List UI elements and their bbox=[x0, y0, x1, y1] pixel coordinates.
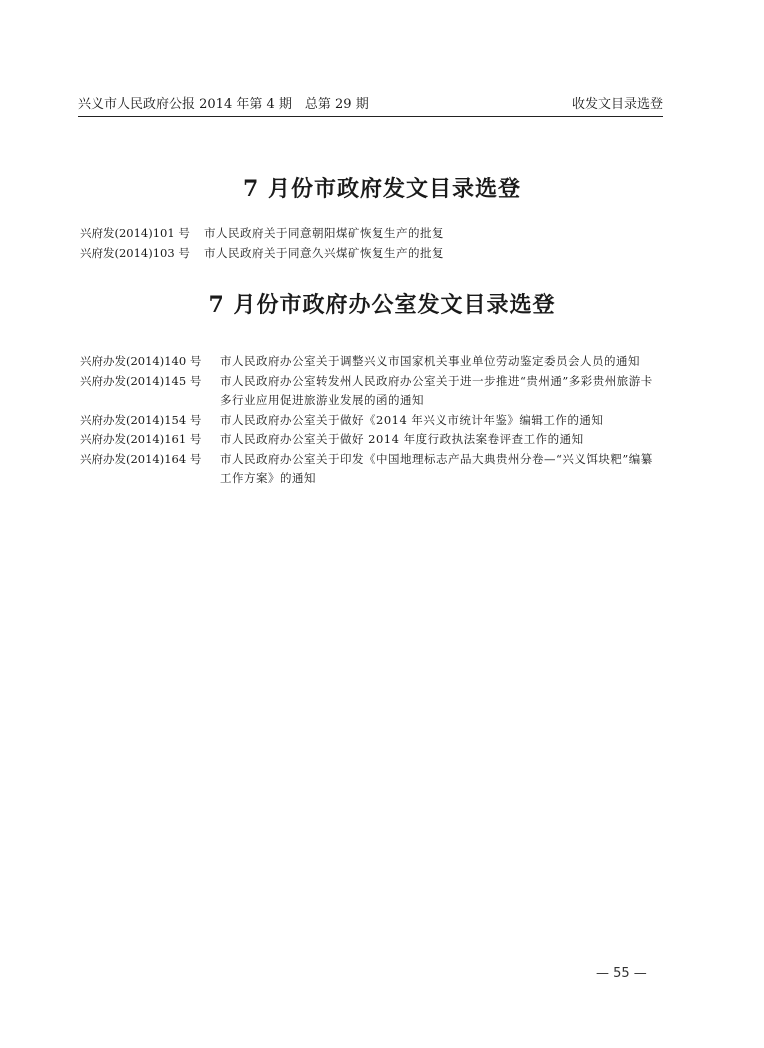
header-rule bbox=[78, 116, 663, 117]
document-title: 市人民政府办公室转发州人民政府办公室关于进一步推进“贵州通”多彩贵州旅游卡多行业应用促进旅游业发展的函的通知 bbox=[220, 373, 653, 407]
header-publication: 兴义市人民政府公报 2014 年第 4 期 总第 29 期 bbox=[78, 97, 369, 112]
document-title: 市人民政府办公室关于做好 2014 年度行政执法案卷评查工作的通知 bbox=[220, 432, 584, 446]
list-item bbox=[80, 224, 644, 244]
section2-title: 7 月份市政府办公室发文目录选登 bbox=[208, 292, 556, 318]
document-title: 市人民政府关于同意久兴煤矿恢复生产的批复 bbox=[204, 245, 444, 260]
document-number: 兴府办发(2014)154 号 bbox=[80, 412, 202, 427]
section1-list bbox=[80, 224, 644, 263]
list-item bbox=[80, 450, 660, 489]
document-title: 市人民政府办公室关于调整兴义市国家机关事业单位劳动鉴定委员会人员的通知 bbox=[220, 354, 640, 368]
document-title: 市人民政府关于同意朝阳煤矿恢复生产的批复 bbox=[204, 226, 444, 240]
document-number: 兴府办发(2014)145 号 bbox=[80, 373, 202, 388]
document-number: 兴府发(2014)101 号 bbox=[80, 226, 190, 240]
section1-title: 7 月份市政府发文目录选登 bbox=[243, 176, 521, 202]
document-number: 兴府发(2014)103 号 bbox=[80, 245, 190, 260]
document-number: 兴府办发(2014)161 号 bbox=[80, 432, 202, 446]
document-title: 市人民政府办公室关于做好《2014 年兴义市统计年鉴》编辑工作的通知 bbox=[220, 412, 604, 427]
section2-list bbox=[80, 352, 660, 489]
list-item bbox=[80, 430, 660, 450]
list-item bbox=[80, 372, 660, 411]
list-item bbox=[80, 244, 644, 264]
page-number: — 55 — bbox=[596, 966, 647, 981]
document-title: 市人民政府办公室关于印发《中国地理标志产品大典贵州分卷—“兴义饵块粑”编纂工作方案》的通知 bbox=[220, 451, 653, 485]
document-number: 兴府办发(2014)140 号 bbox=[80, 354, 202, 368]
header-section: 收发文目录选登 bbox=[571, 97, 663, 112]
document-number: 兴府办发(2014)164 号 bbox=[80, 451, 202, 466]
list-item bbox=[80, 411, 660, 431]
running-header bbox=[78, 94, 663, 116]
list-item bbox=[80, 352, 660, 372]
